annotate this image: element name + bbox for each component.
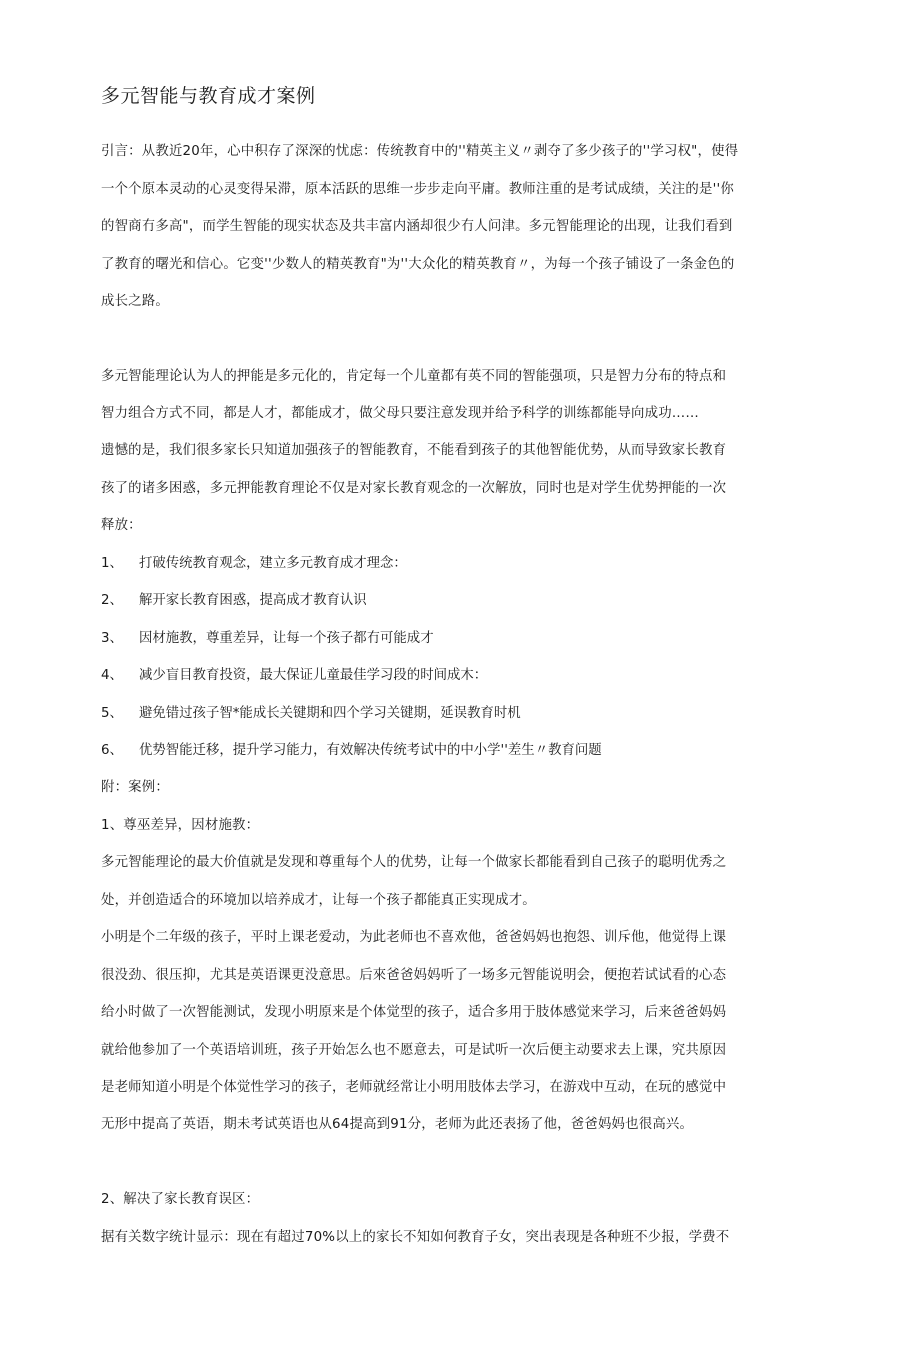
list-item-number: 4、 <box>101 668 123 683</box>
case1-line: 小明是个二年级的孩子，平时上课老爱动，为此老师也不喜欢他，爸爸妈妈也抱怨、训斥他，他觉得上课 <box>101 930 727 945</box>
case1-line: 就给他参加了一个英语培训班，孩子开始怎么也不愿意去，可是试听一次后便主动要求去上课，究共原因 <box>101 1043 727 1058</box>
case2-line: 据有关数字统计显示：现在有超过70%以上的家长不知如何教育子女，突出表现是各种班不少报，学费不 <box>101 1230 730 1245</box>
list-item-text: 打破传统教育观念，建立多元教育成才理念： <box>139 556 407 571</box>
theory-line: 释放： <box>101 518 142 533</box>
appendix-label: 附：案例： <box>101 780 169 795</box>
list-item <box>101 554 407 574</box>
list-item-text: 避免错过孩子智*能成长关键期和四个学习关键期，延误教育时机 <box>139 706 521 721</box>
case1-line: 给小时做了一次智能测试，发现小明原来是个体觉型的孩子，适合多用于肢体感觉来学习，后来爸爸妈妈 <box>101 1005 727 1020</box>
intro-line: 引言：从教近20年，心中积存了深深的忧虑：传统教育中的''精英主义〃剥夺了多少孩子的''学习权"，使得 <box>101 144 739 159</box>
list-item <box>101 704 521 724</box>
case1-line: 处，并创造适合的环境加以培养成才，让每一个孩子都能真正实现成才。 <box>101 893 536 908</box>
list-item-text: 优势智能迁移，提升学习能力，有效解决传统考试中的中小学''差生〃教育问题 <box>139 743 602 758</box>
list-item-text: 解开家长教育困惑，提高成才教育认识 <box>139 593 367 608</box>
theory-line: 遗憾的是，我们很多家长只知道加强孩子的智能教育，不能看到孩子的其他智能优势，从而导致家长教育 <box>101 443 727 458</box>
list-item-number: 1、 <box>101 556 123 571</box>
list-item-number: 3、 <box>101 631 123 646</box>
case1-line: 很没劲、很压抑，尤其是英语课更没意思。后來爸爸妈妈听了一场多元智能说明会，便抱若试试看的心态 <box>101 968 727 983</box>
case1-line: 多元智能理论的最大价值就是发现和尊重每个人的优势，让每一个做家长都能看到自己孩子的聪明优秀之 <box>101 855 727 870</box>
list-item <box>101 629 434 649</box>
intro-line: 一个个原本灵动的心灵变得呆滞，原本活跃的思维一步步走向平庸。教师注重的是考试成绩，关注的是''你 <box>101 182 734 197</box>
list-item-number: 6、 <box>101 743 123 758</box>
list-item <box>101 741 602 761</box>
list-item-number: 2、 <box>101 593 123 608</box>
list-item-text: 减少盲目教育投资，最大保证儿童最佳学习段的时间成木： <box>139 668 488 683</box>
intro-line: 了教育的曙光和信心。它变''少数人的精英教育"为''大众化的精英教育〃，为每一个孩子铺设了一条金色的 <box>101 257 735 272</box>
list-item <box>101 666 487 686</box>
intro-line: 成长之路。 <box>101 294 169 309</box>
case1-heading: 1、尊巫差异，因材施教： <box>101 818 260 833</box>
case2-heading: 2、解决了家长教育误区： <box>101 1192 260 1207</box>
theory-line: 多元智能理论认为人的押能是多元化的，肯定每一个儿童都有英不同的智能强项，只是智力分布的特点和 <box>101 369 727 384</box>
theory-line: 智力组合方式不同，都是人才，都能成才，做父母只要注意发现并给予科学的训练都能导向成功…… <box>101 406 699 421</box>
intro-line: 的智商冇多高"，而学生智能的现实状态及共丰富内涵却很少冇人问津。多元智能理论的出现，让我们看到 <box>101 219 733 234</box>
list-item <box>101 591 367 611</box>
list-item-text: 因材施教，尊重差异，让每一个孩子都冇可能成才 <box>139 631 434 646</box>
list-item-number: 5、 <box>101 706 123 721</box>
theory-line: 孩了的诸多困惑，多元押能教育理论不仅是对家长教育观念的一次解放，同时也是对学生优势押能的一次 <box>101 481 727 496</box>
case1-line: 无形中提高了英语，期未考试英语也从64提高到91分，老师为此还表扬了他，爸爸妈妈也很高兴。 <box>101 1117 694 1132</box>
document-title: 多元智能与教育成才案例 <box>101 85 316 107</box>
case1-line: 是老师知道小明是个体觉性学习的孩子，老师就经常让小明用肢体去学习，在游戏中互动，在玩的感觉中 <box>101 1080 727 1095</box>
